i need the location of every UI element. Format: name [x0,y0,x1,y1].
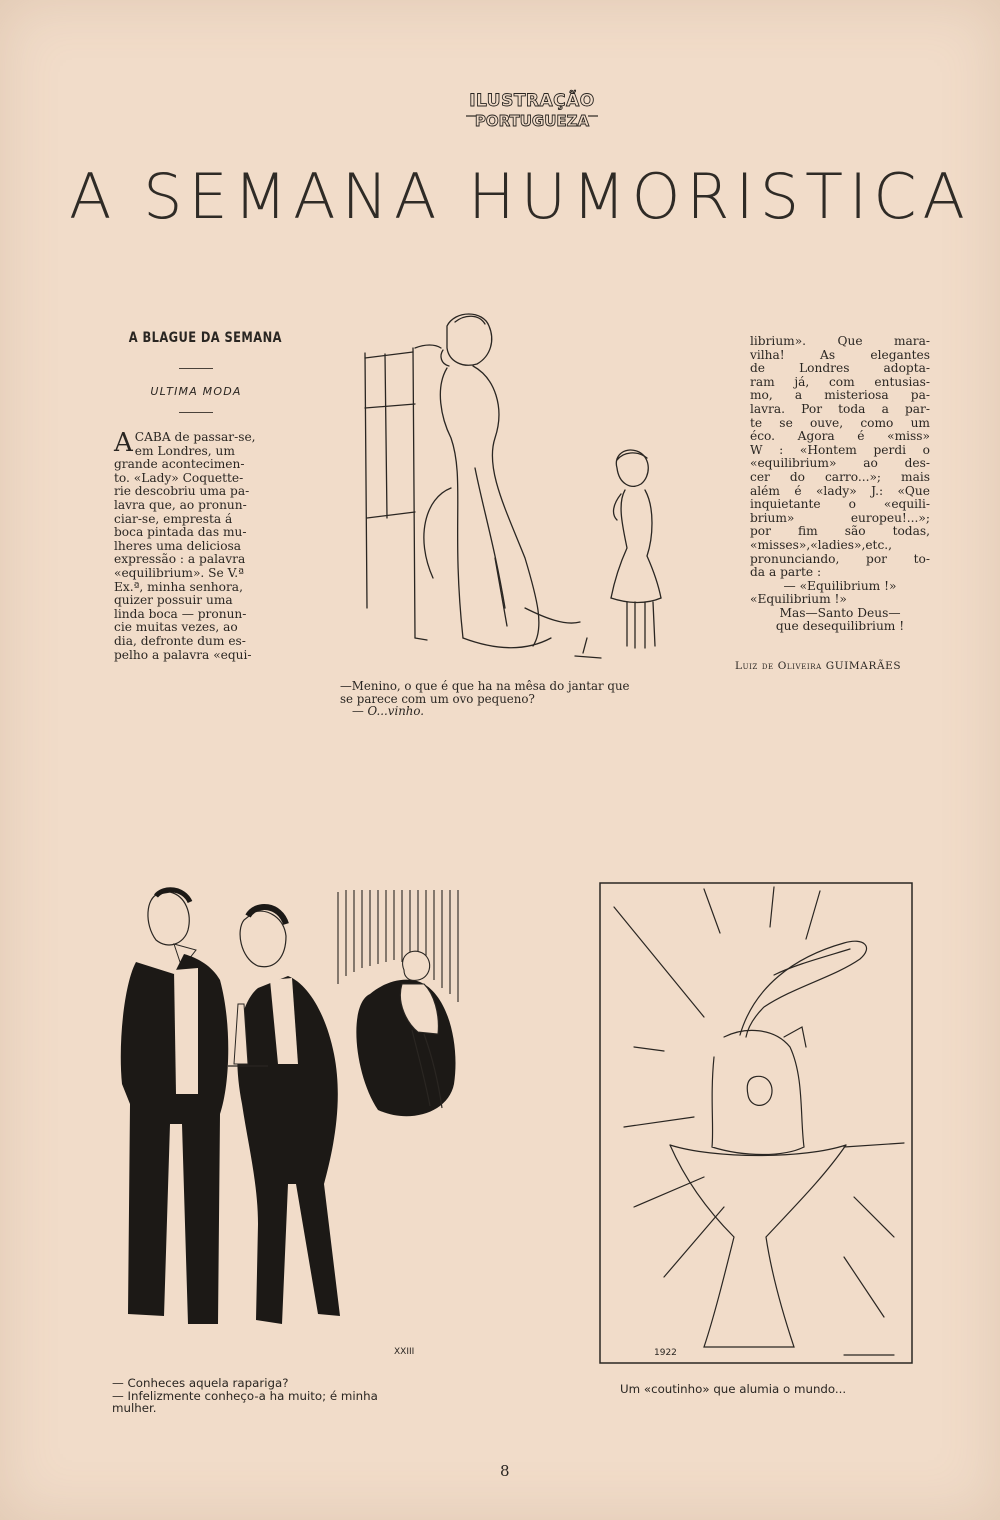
cartoon-two-men-and-woman [108,884,478,1374]
drop-cap: A [114,428,133,458]
text-line: Ex.ª, minha senhora, [114,579,243,594]
masthead-logo [462,86,602,136]
svg-text:ILUSTRAÇÃO: ILUSTRAÇÃO [469,91,595,111]
text-line: linda boca — pronun- [114,606,247,621]
text-line: cie muitas vezes, ao [114,620,238,635]
author-first-names: Luiz de Oliveira [735,660,822,672]
text-line: to. «Lady» Coquette- [114,470,244,485]
caption-question-cont: se parece com um ovo pequeno? [340,691,535,706]
text-line: ram já, com entusias- [750,374,930,389]
artist-signature: XXIII [394,1347,415,1357]
text-line: da a parte : [750,565,822,580]
text-line: boca pintada das mu- [114,525,247,540]
text-line: ciar-se, empresta á [114,511,233,526]
caption-question: —Menino, o que é que ha na mêsa do jantar que [340,679,630,693]
text-line: lheres uma deliciosa [114,538,242,553]
page-title: A SEMANA HUMORISTICA [69,160,971,233]
text-line: Mas—Santo Deus— [779,605,901,620]
date-mark: 1922 [654,1348,677,1358]
caption-line: mulher. [112,1401,157,1415]
text-line: que desequilibrium ! [775,619,905,634]
cartoon-woman-caption [340,680,700,718]
caption-line: — Infelizmente conheço-a ha muito; é minha [112,1388,378,1403]
text-line: dia, defronte dum es- [114,633,246,648]
text-line: W : «Hontem perdi o [750,442,930,457]
text-line: lavra. Por toda a par- [750,401,930,416]
caption-answer: — O...vinho. [352,704,425,718]
text-line: te se ouve, como um [750,415,930,430]
section-heading: A BLAGUE DA SEMANA [128,330,282,346]
text-line: pelho a palavra «equi- [114,647,252,662]
text-line: «equilibrium» ao des- [750,456,930,471]
cartoon-lamp-caption: Um «coutinho» que alumia o mundo... [620,1382,847,1396]
text-line: «equilibrium». Se V.ª [114,565,244,580]
text-line: inquietante o «equili- [750,497,930,512]
text-line: mo, a misteriosa pa- [750,388,930,403]
text-line: pronunciando, por to- [750,551,930,566]
text-line: «Equilibrium !» [750,592,847,607]
divider [179,412,213,413]
divider [179,368,213,369]
text-line: quizer possuir uma [114,593,233,608]
text-line: vilha! As elegantes [750,347,930,362]
cartoon-lamp-sketch [594,877,919,1372]
page-number: 8 [500,1462,510,1480]
cartoon-men-caption [112,1377,482,1415]
text-line: CABA de passar-se, [134,430,256,444]
cartoon-woman-and-child [355,308,695,673]
text-line: expressão : a palavra [114,552,246,567]
text-line: cer do carro...»; mais [750,469,930,484]
article-left-column [114,330,282,662]
text-line: grande acontecimen- [114,457,245,472]
text-line: em Londres, um [134,443,235,458]
text-line: rie descobriu uma pa- [114,484,250,499]
text-line: lavra que, ao pronun- [114,497,247,512]
text-line: librium». Que mara- [750,334,930,348]
article-right-column [750,335,930,634]
text-line: além é «lady» J.: «Que [750,483,930,498]
article-subtitle: ULTIMA MODA [150,385,242,398]
author-signature [735,660,901,672]
text-line: por fim são todas, [750,524,930,539]
text-line: brium» europeu!...»; [750,510,930,525]
author-surname: GUIMARÃES [825,660,902,672]
article-body-left [114,428,278,662]
text-line: éco. Agora é «miss» [750,429,930,444]
svg-text:PORTUGUEZA: PORTUGUEZA [474,112,590,130]
text-line: — «Equilibrium !» [783,578,897,593]
caption-line: — Conheces aquela rapariga? [112,1376,289,1390]
text-line: de Londres adopta- [750,361,930,376]
text-line: «misses»,«ladies»,etc., [750,537,893,552]
